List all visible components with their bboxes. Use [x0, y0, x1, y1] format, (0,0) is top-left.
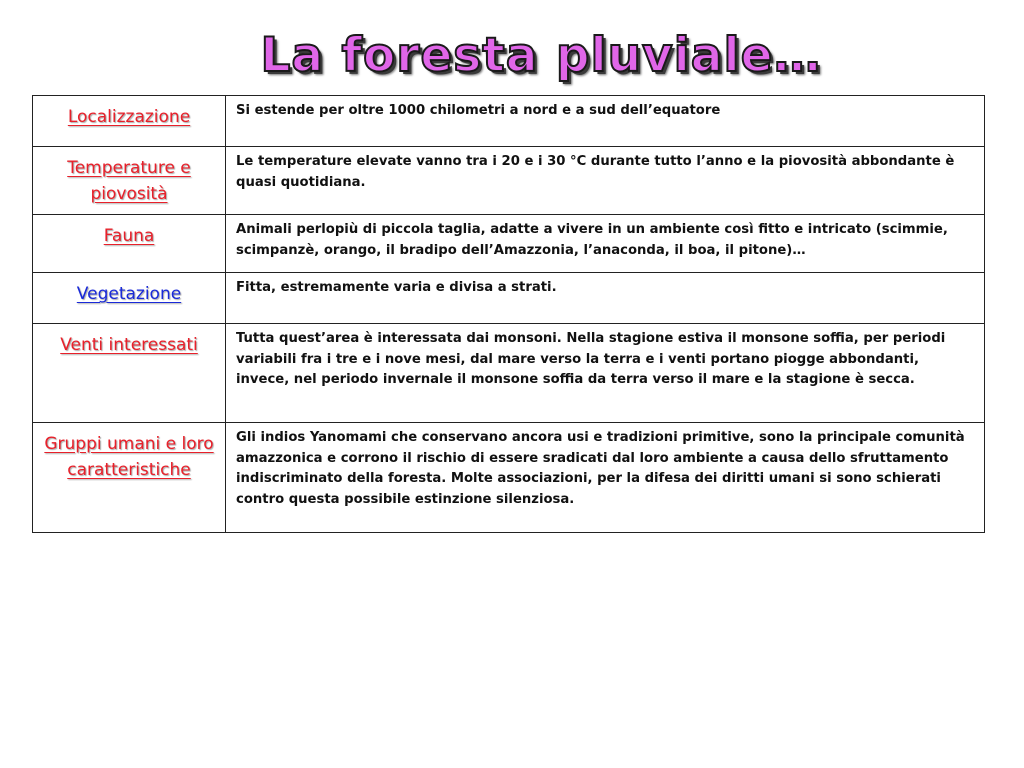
row-description: Gli indios Yanomami che conservano ancora usi e tradizioni primitive, sono la principale comunità amazzonica e corrono il rischio di essere sradicati dal loro ambiente a causa dello sfruttamento indiscriminato della foresta. Molte associazioni, per la difesa dei diritti umani si sono schierati contro questa possibile estinzione silenziosa. [226, 423, 985, 533]
table-row [33, 215, 985, 273]
row-label-cell [33, 423, 226, 533]
row-label-cell [33, 324, 226, 423]
info-table [32, 95, 985, 533]
row-label-cell [33, 96, 226, 147]
table-row [33, 96, 985, 147]
row-label-link[interactable]: Fauna [103, 226, 155, 246]
row-description: Fitta, estremamente varia e divisa a strati. [226, 273, 985, 324]
row-label-cell [33, 147, 226, 215]
row-description: Le temperature elevate vanno tra i 20 e i 30 °C durante tutto l’anno e la piovosità abbondante è quasi quotidiana. [226, 147, 985, 215]
row-label-cell [33, 273, 226, 324]
table-row [33, 147, 985, 215]
row-label-link[interactable]: Vegetazione [76, 284, 182, 304]
row-description: Si estende per oltre 1000 chilometri a nord e a sud dell’equatore [226, 96, 985, 147]
page-title: La foresta pluviale… [260, 28, 822, 83]
row-description: Animali perlopiù di piccola taglia, adatte a vivere in un ambiente così fitto e intricato (scimmie, scimpanzè, orango, il bradipo dell’Amazzonia, l’anaconda, il boa, il pitone)… [226, 215, 985, 273]
row-label-link[interactable]: Venti interessati [60, 335, 198, 355]
row-label-cell [33, 215, 226, 273]
row-description: Tutta quest’area è interessata dai monsoni. Nella stagione estiva il monsone soffia, per periodi variabili fra i tre e i nove mesi, dal mare verso la terra e i venti portano piogge abbondanti, invece, nel periodo invernale il monsone soffia da terra verso il mare e la stagione è secca. [226, 324, 985, 423]
table-row [33, 423, 985, 533]
table-row [33, 273, 985, 324]
row-label-link[interactable]: Localizzazione [67, 107, 191, 127]
row-label-link[interactable]: Gruppi umani e loro caratteristiche [44, 434, 214, 480]
row-label-link[interactable]: Temperature e piovosità [67, 158, 191, 204]
table-row [33, 324, 985, 423]
